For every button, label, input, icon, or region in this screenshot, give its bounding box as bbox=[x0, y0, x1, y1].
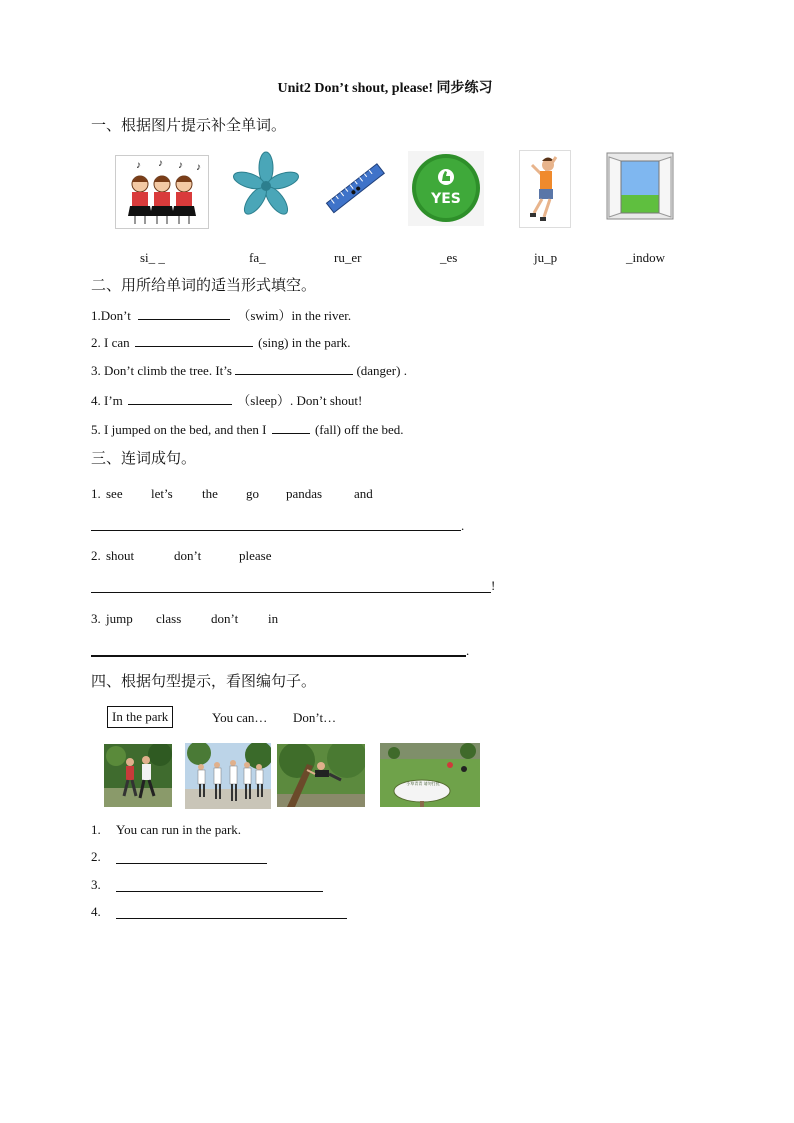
fill-item-4 bbox=[91, 390, 362, 409]
reorder-q1-end: . bbox=[461, 518, 465, 533]
reorder-q3-end: . bbox=[466, 643, 470, 658]
reorder-q2-word-2: don’t bbox=[174, 548, 202, 563]
fill-item-3-pre: 3. Don’t climb the tree. It’s bbox=[91, 363, 232, 378]
man-climbing-tree-photo bbox=[277, 744, 365, 807]
reorder-q1-word-5: pandas bbox=[286, 486, 323, 501]
fill-item-5 bbox=[91, 420, 404, 438]
svg-text:♪: ♪ bbox=[158, 158, 163, 169]
svg-text:♪: ♪ bbox=[136, 160, 141, 171]
reorder-q3-word-2: class bbox=[156, 611, 182, 626]
fill-item-5-pre: 5. I jumped on the bed, and then I bbox=[91, 422, 267, 437]
hint-6: _indow bbox=[626, 250, 665, 265]
hint-5: ju_p bbox=[534, 250, 558, 265]
hint-1: si_ _ bbox=[140, 250, 165, 265]
pattern-dont: Don’t… bbox=[293, 710, 337, 725]
answer-2-line[interactable] bbox=[116, 863, 267, 864]
lawn-sign-text: 小草青青 请勿打扰 bbox=[406, 781, 440, 786]
answer-1-num: 1. bbox=[91, 822, 101, 837]
svg-text:YES: YES bbox=[431, 191, 461, 207]
reorder-q2-answer-line[interactable] bbox=[91, 592, 491, 593]
fill-item-2-pre: 2. I can bbox=[91, 335, 130, 350]
lawn-with-sign-photo bbox=[380, 743, 480, 807]
reorder-q3-num: 3. bbox=[91, 611, 101, 626]
fill-item-1 bbox=[91, 305, 351, 324]
hint-4: _es bbox=[440, 250, 458, 265]
fill-item-1-pre: 1.Don’t bbox=[91, 308, 131, 323]
answer-3-line[interactable] bbox=[116, 891, 323, 892]
reorder-q3-word-3: don’t bbox=[211, 611, 239, 626]
reorder-q3-word-4: in bbox=[268, 611, 279, 626]
fill-blank-2[interactable] bbox=[135, 333, 253, 347]
reorder-q1-word-4: go bbox=[246, 486, 259, 501]
reorder-q1-word-2: let’s bbox=[151, 486, 173, 501]
svg-text:♪: ♪ bbox=[196, 162, 201, 173]
pattern-you-can: You can… bbox=[212, 710, 268, 725]
window-picture bbox=[605, 151, 675, 221]
answer-2-num: 2. bbox=[91, 849, 101, 864]
hint-3: ru_er bbox=[334, 250, 362, 265]
reorder-q1-word-1: see bbox=[106, 486, 123, 501]
fill-item-3-post: (danger) . bbox=[356, 363, 407, 378]
people-walking-photo bbox=[185, 743, 271, 809]
reorder-q1-word-6: and bbox=[354, 486, 373, 501]
answer-1-text: You can run in the park. bbox=[116, 822, 242, 837]
reorder-q2-word-1: shout bbox=[106, 548, 135, 563]
girl-jumping-picture bbox=[519, 150, 571, 228]
fill-blank-1[interactable] bbox=[138, 306, 230, 320]
reorder-q1-answer-line[interactable] bbox=[91, 530, 461, 531]
fill-item-5-post: (fall) off the bed. bbox=[314, 422, 404, 437]
svg-text:♪: ♪ bbox=[178, 160, 183, 171]
fan-picture bbox=[228, 150, 304, 222]
page-title: Unit2 Don’t shout, please! 同步练习 bbox=[277, 81, 493, 96]
answer-4-num: 4. bbox=[91, 904, 101, 919]
section2-heading: 二、用所给单词的适当形式填空。 bbox=[91, 278, 317, 294]
fill-item-4-pre: 4. I’m bbox=[91, 393, 123, 408]
reorder-q1-word-3: the bbox=[202, 486, 218, 501]
reorder-q3-answer-line[interactable] bbox=[91, 655, 466, 657]
fill-item-2-post: (sing) in the park. bbox=[258, 335, 351, 350]
answer-3-num: 3. bbox=[91, 877, 101, 892]
answer-4-line[interactable] bbox=[116, 918, 347, 919]
couple-running-photo bbox=[104, 744, 172, 807]
section3-heading: 三、连词成句。 bbox=[91, 451, 197, 467]
fill-blank-3[interactable] bbox=[235, 361, 353, 375]
ruler-picture bbox=[322, 158, 390, 220]
fill-item-3 bbox=[91, 361, 407, 379]
reorder-q1-num: 1. bbox=[91, 486, 101, 501]
reorder-q2-word-3: please bbox=[239, 548, 272, 563]
reorder-q2-end: ! bbox=[491, 578, 496, 593]
fill-blank-5[interactable] bbox=[272, 420, 310, 434]
section1-heading: 一、根据图片提示补全单词。 bbox=[91, 118, 287, 134]
reorder-q2-num: 2. bbox=[91, 548, 101, 563]
fill-blank-4[interactable] bbox=[128, 391, 232, 405]
yes-button-picture bbox=[408, 151, 484, 226]
fill-item-4-post: （sleep）. Don’t shout! bbox=[237, 393, 363, 408]
section4-heading: 四、根据句型提示，看图编句子。 bbox=[91, 674, 317, 690]
pattern-box: In the park bbox=[107, 706, 173, 728]
children-singing-picture bbox=[115, 155, 209, 229]
reorder-q3-word-1: jump bbox=[106, 611, 133, 626]
fill-item-2 bbox=[91, 333, 351, 351]
hint-2: fa_ bbox=[249, 250, 266, 265]
fill-item-1-post: （swim）in the river. bbox=[237, 308, 352, 323]
